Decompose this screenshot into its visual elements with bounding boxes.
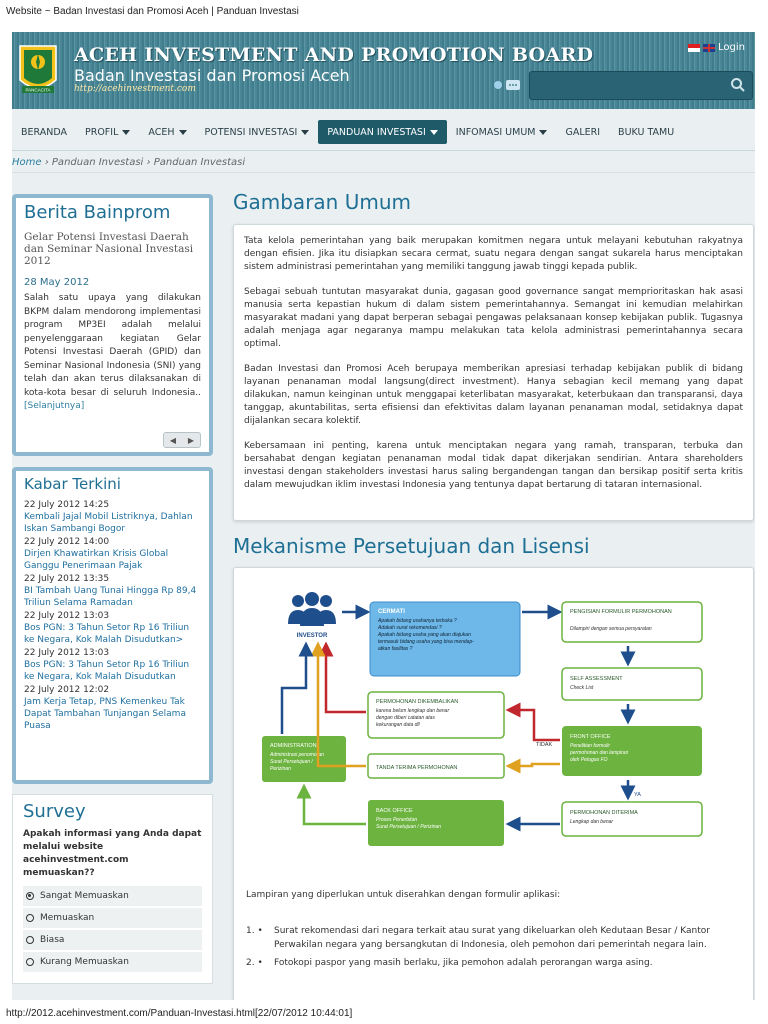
cermati-line: termasuk bidang usaha yang bisa mendap- bbox=[378, 639, 474, 645]
chevron-down-icon bbox=[179, 130, 187, 135]
breadcrumb-item: Panduan Investasi bbox=[153, 157, 246, 168]
list-number: 1. • bbox=[246, 926, 263, 936]
self-assessment-title: SELF ASSESSMENT bbox=[570, 676, 623, 682]
news-date: 22 July 2012 14:25 bbox=[24, 500, 110, 510]
aceh-emblem-logo[interactable] bbox=[16, 40, 60, 98]
requirements-list bbox=[246, 924, 744, 974]
news-link[interactable]: Bos PGN: 3 Tahun Setor Rp 16 Triliun ke Negara, Kok Malah Disudutkan bbox=[24, 660, 190, 682]
paragraph: Badan Investasi dan Promosi Aceh berupaya memberikan apresiasi terhadap kebijakan publik di bidang layanan penanaman modal langsung(direct investment). Hanya sebagian kecil memang yang dapat dilakukan, namun keinginan untuk menggapai keterlibatan masyarakat, keterbukaan dan transparansi, daya tanggap, akuntabilitas, serta efisiensi dan efektivitas dalam layanan penanaman modal, setidaknya dapat dijalankan secara kolektif. bbox=[244, 364, 743, 426]
front-office-line: Penelitian formulir bbox=[570, 743, 611, 749]
cermati-title: CERMATI bbox=[378, 609, 405, 615]
survey-question: Apakah informasi yang Anda dapat melalui website acehinvestment.com memuaskan?? bbox=[23, 829, 202, 878]
front-office-line: oleh Petugas FO bbox=[570, 757, 608, 763]
prev-arrow-icon[interactable]: ◀ bbox=[169, 435, 177, 445]
admin-title: ADMINISTRATION bbox=[270, 743, 317, 749]
nav-item-aceh[interactable]: ACEH bbox=[139, 120, 195, 144]
next-arrow-icon[interactable]: ▶ bbox=[187, 435, 195, 445]
survey-option[interactable]: Kurang Memuaskan bbox=[23, 952, 202, 972]
list-text: Fotokopi paspor yang masih berlaku, jika pemohon adalah perorangan warga asing. bbox=[274, 958, 653, 968]
licensing-flow-diagram bbox=[262, 588, 720, 870]
print-footer: http://2012.acehinvestment.com/Panduan-Investasi.html[22/07/2012 10:44:01] bbox=[6, 1008, 353, 1019]
pengisian-sub: Dilampiri dengan semua persyaratan bbox=[570, 626, 652, 632]
news-link[interactable]: Jam Kerja Tetap, PNS Kemenkeu Tak Dapat Tambahan Tunjangan Selama Puasa bbox=[24, 697, 186, 731]
gambaran-umum-box bbox=[233, 224, 754, 521]
berita-body bbox=[24, 292, 201, 422]
list-item bbox=[246, 956, 744, 970]
news-link[interactable]: Kembali Jajal Mobil Listriknya, Dahlan Iskan Sambangi Bogor bbox=[24, 512, 193, 534]
paragraph: Kebersamaan ini penting, karena untuk menciptakan negara yang ramah, transparan, terbuka dan bersahabat dengan kegiatan penanaman modal tidak dapat dikerjakan sendirian. Antara shareholders investasi dengan stakeholders investasi harus saling bergandengan tangan dan bersikap positif serta kritis dalam mewujudkan iklim investasi Indonesia yang tentunya dapat bertarung di tataran internasional. bbox=[244, 441, 743, 490]
radio-icon[interactable] bbox=[26, 914, 34, 922]
chevron-down-icon bbox=[301, 130, 309, 135]
survey-option[interactable]: Biasa bbox=[23, 930, 202, 950]
news-link[interactable]: Bos PGN: 3 Tahun Setor Rp 16 Triliun ke Negara, Kok Malah Disudutkan> bbox=[24, 623, 190, 645]
survey-title: Survey bbox=[23, 801, 86, 822]
site-url: http://acehinvestment.com bbox=[74, 84, 196, 94]
nav-item-buku-tamu[interactable]: BUKU TAMU bbox=[618, 126, 675, 138]
cermati-line: Adakah surat rekomendasi ? bbox=[378, 625, 442, 631]
list-number: 2. • bbox=[246, 958, 263, 968]
radio-selected-icon[interactable] bbox=[26, 892, 34, 900]
berita-pager bbox=[163, 432, 201, 448]
nav-item-infomasi-umum[interactable]: INFOMASI UMUM bbox=[447, 120, 557, 144]
news-date: 22 July 2012 13:03 bbox=[24, 611, 110, 621]
tanda-terima-label: TANDA TERIMA PERMOHONAN bbox=[376, 765, 458, 771]
front-office-title: FRONT OFFICE bbox=[570, 734, 611, 740]
survey-option[interactable]: Memuaskan bbox=[23, 908, 202, 928]
paragraph: Tata kelola pemerintahan yang baik merupakan komitmen negara untuk melayani kebutuhan rakyatnya dengan efisien. Jika itu disiapkan secara cermat, suatu negara dengan sangat sukarela harus menciptakan sistem administrasi pemerintahan yang memiliki tanggung jawab tinggi kepada publik. bbox=[244, 236, 743, 272]
news-link[interactable]: BI Tambah Uang Tunai Hingga Rp 89,4 Triliun Selama Ramadan bbox=[24, 586, 197, 608]
site-banner bbox=[12, 32, 755, 109]
logo-label: PANCACITA bbox=[25, 87, 51, 93]
lampiran-text: Lampiran yang diperlukan untuk diserahkan dengan formulir aplikasi: bbox=[246, 890, 561, 900]
back-office-title: BACK OFFICE bbox=[376, 808, 413, 814]
diterima-sub: Lengkap dan benar bbox=[570, 819, 614, 825]
pengisian-title: PENGISIAN FORMULIR PERMOHONAN bbox=[570, 609, 672, 615]
breadcrumb-item[interactable]: Panduan Investasi bbox=[51, 157, 144, 168]
paragraph: Sebagai sebuah tuntutan masyarakat dunia, gagasan good governance sangat memprioritaskan hak asasi manusia serta kepastian hukum di dalam sistem pemerintahannya. Semangat ini kemudian melahirkan masyarakat madani yang dapat berperan sebagai pengawas pelaksanaan konsep kebijakan publik. Tugasnya adalah menjaga agar negaranya mampu melakukan tata kelola administrasi pemerintahannya secara optimal. bbox=[244, 287, 743, 349]
admin-line: Administrasi penomoran bbox=[270, 752, 324, 758]
breadcrumb-divider bbox=[12, 172, 755, 173]
dikembalikan-title: PERMOHONAN DIKEMBALIKAN bbox=[376, 699, 459, 705]
back-office-line: Surat Persetujuan / Perizinan bbox=[376, 824, 442, 830]
login-label: Login bbox=[718, 42, 745, 53]
nav-item-panduan-investasi[interactable]: PANDUAN INVESTASI bbox=[318, 120, 446, 144]
berita-bainprom-panel bbox=[12, 194, 213, 456]
chevron-down-icon bbox=[122, 130, 130, 135]
nav-item-potensi-investasi[interactable]: POTENSI INVESTASI bbox=[196, 120, 319, 144]
radio-icon[interactable] bbox=[26, 936, 34, 944]
news-date: 22 July 2012 14:00 bbox=[24, 537, 110, 547]
mekanisme-box bbox=[233, 567, 754, 1000]
nav-divider bbox=[12, 150, 755, 151]
indonesia-flag-icon[interactable] bbox=[688, 44, 700, 52]
radio-icon[interactable] bbox=[26, 958, 34, 966]
section-title-mekanisme: Mekanisme Persetujuan dan Lisensi bbox=[233, 534, 590, 558]
investor-label: INVESTOR bbox=[296, 633, 328, 639]
survey-option[interactable]: Sangat Memuaskan bbox=[23, 886, 202, 906]
kabar-title: Kabar Terkini bbox=[24, 475, 121, 493]
section-title-gambaran-umum: Gambaran Umum bbox=[233, 190, 411, 214]
news-link[interactable]: Dirjen Khawatirkan Krisis Global Ganggu Penerimaan Pajak bbox=[24, 549, 169, 571]
breadcrumb-separator: › bbox=[44, 157, 49, 168]
chevron-down-icon bbox=[539, 130, 547, 135]
dikembalikan-line: karena belum lengkap dan benar bbox=[376, 708, 450, 714]
cermati-line: atkan fasilitas ? bbox=[378, 646, 413, 652]
chevron-down-icon bbox=[430, 130, 438, 135]
search-input[interactable] bbox=[529, 71, 753, 100]
tidak-label: TIDAK bbox=[536, 742, 553, 748]
ya-label: YA bbox=[634, 792, 641, 798]
search-icon[interactable] bbox=[730, 77, 746, 93]
login-link[interactable] bbox=[688, 42, 745, 53]
news-date: 22 July 2012 13:03 bbox=[24, 648, 110, 658]
news-date: 22 July 2012 12:02 bbox=[24, 685, 110, 695]
nav-item-beranda[interactable]: BERANDA bbox=[21, 126, 67, 138]
dikembalikan-line: kekurangan data dll bbox=[376, 722, 420, 728]
chat-icon[interactable] bbox=[492, 78, 522, 92]
berita-title: Berita Bainprom bbox=[24, 202, 171, 223]
uk-flag-icon[interactable] bbox=[703, 44, 715, 52]
breadcrumb bbox=[12, 157, 245, 168]
cermati-line: Apakah bidang usahanya terbuka ? bbox=[378, 618, 457, 624]
berita-headline[interactable]: Gelar Potensi Investasi Daerah dan Seminar Nasional Investasi 2012 bbox=[24, 231, 194, 267]
breadcrumb-home[interactable]: Home bbox=[12, 157, 42, 168]
site-subtitle: Badan Investasi dan Promosi Aceh bbox=[74, 66, 350, 85]
breadcrumb-separator: › bbox=[146, 157, 151, 168]
kabar-list bbox=[24, 499, 201, 732]
news-date: 22 July 2012 13:35 bbox=[24, 574, 110, 584]
self-assessment-sub: Check List bbox=[570, 685, 594, 691]
diterima-title: PERMOHONAN DITERIMA bbox=[570, 810, 638, 816]
site-title: ACEH INVESTMENT AND PROMOTION BOARD bbox=[74, 44, 594, 66]
berita-text: Salah satu upaya yang dilakukan BKPM dalam mendorong implementasi program MP3EI adalah melalui penyelenggaraan kegiatan Gelar Potensi Investasi Daerah (GPID) dan Seminar Nasional Indonesia (SNI) yang telah dan akan terus dilaksanakan di kota-kota besar di seluruh Indonesia.. bbox=[24, 293, 201, 398]
read-more-link[interactable]: [Selanjutnya] bbox=[24, 401, 85, 411]
cermati-line: Apakah bidang usaha yang akan diajukan bbox=[378, 632, 471, 638]
admin-line: Surat Persetujuan / bbox=[270, 759, 313, 765]
berita-date: 28 May 2012 bbox=[24, 277, 90, 288]
print-header: Website ~ Badan Investasi dan Promosi Aceh | Panduan Investasi bbox=[6, 6, 299, 17]
nav-item-profil[interactable]: PROFIL bbox=[76, 120, 139, 144]
kabar-terkini-panel bbox=[12, 467, 213, 784]
front-office-line: permohonan dan lampiran bbox=[570, 750, 629, 756]
nav-item-galeri[interactable]: GALERI bbox=[565, 126, 601, 138]
dikembalikan-line: dengan diberi catatan atas bbox=[376, 715, 435, 721]
back-office-line: Proses Penerbitan bbox=[376, 817, 418, 823]
list-text: Surat rekomendasi dari negara terkait atau surat yang dikeluarkan oleh Kedutaan Besar / Kantor Perwakilan negara yang bersangkutan di Indonesia, oleh pemohon dari pemerintah negara lain. bbox=[274, 926, 710, 950]
survey-panel bbox=[12, 794, 213, 984]
main-nav bbox=[12, 115, 755, 149]
page bbox=[12, 32, 755, 1000]
admin-line: Perizinan bbox=[270, 766, 291, 772]
list-item bbox=[246, 924, 744, 952]
